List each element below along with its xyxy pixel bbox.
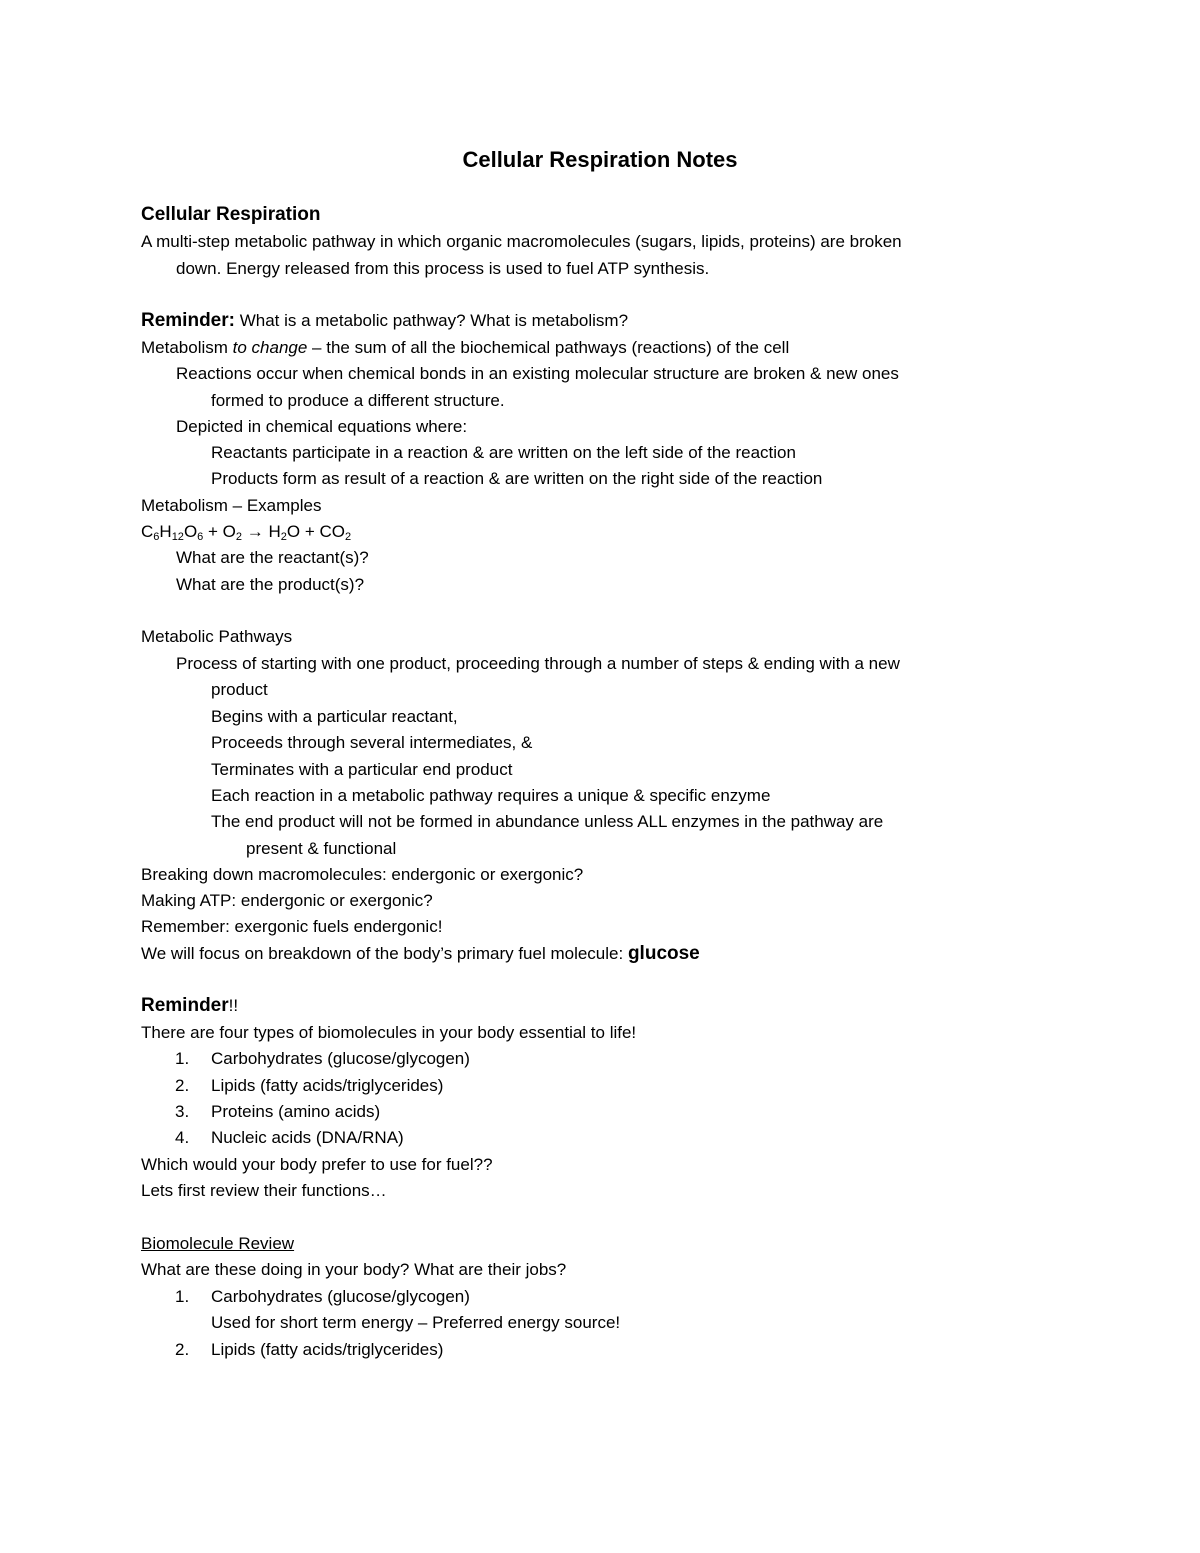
list-item-text: Carbohydrates (glucose/glycogen) — [211, 1287, 470, 1306]
list-item-text: Lipids (fatty acids/triglycerides) — [211, 1340, 444, 1359]
list-item-number: 2. — [175, 1340, 190, 1359]
eq-carbon: C — [141, 522, 154, 541]
eq-carbon-sub: 6 — [153, 531, 160, 543]
list-item-number: 4. — [175, 1128, 190, 1147]
depicted-line: Depicted in chemical equations where: — [176, 417, 468, 436]
products-line: Products form as result of a reaction & are written on the right side of the reaction — [211, 469, 823, 488]
eq-water-sub: 2 — [280, 531, 287, 543]
list-item-text: Carbohydrates (glucose/glycogen) — [211, 1049, 470, 1068]
list-item — [175, 1100, 380, 1124]
focus-text: We will focus on breakdown of the body’s primary fuel molecule: — [141, 944, 628, 963]
begins-line: Begins with a particular reactant, — [211, 707, 458, 726]
list-item-number: 3. — [175, 1102, 190, 1121]
eq-oxygen: O — [183, 522, 198, 541]
question-products: What are the product(s)? — [176, 575, 365, 594]
eq-arrow-water: → H — [242, 522, 281, 541]
list-item-text: Lipids (fatty acids/triglycerides) — [211, 1076, 444, 1095]
list-item-text: Nucleic acids (DNA/RNA) — [211, 1128, 404, 1147]
reactions-line-2: formed to produce a different structure. — [211, 391, 505, 410]
carbohydrate-description: Used for short term energy – Preferred energy source! — [211, 1313, 621, 1332]
reminder-text: What is a metabolic pathway? What is metabolism? — [234, 311, 629, 330]
remember-line: Remember: exergonic fuels endergonic! — [141, 917, 443, 936]
eq-oxygen2-sub: 2 — [235, 531, 243, 543]
breaking-line: Breaking down macromolecules: endergonic or exergonic? — [141, 865, 584, 884]
list-item-number: 1. — [175, 1287, 190, 1306]
reminder2-label: Reminder — [141, 995, 229, 1016]
reactions-line-1: Reactions occur when chemical bonds in an existing molecular structure are broken & new ones — [176, 364, 899, 383]
section-heading-cellular-respiration: Cellular Respiration — [141, 204, 321, 225]
reminder2-heading — [141, 994, 238, 1018]
list-item-number: 1. — [175, 1049, 190, 1068]
focus-line — [141, 942, 700, 966]
focus-glucose: glucose — [627, 943, 700, 964]
definition-line-1: A multi-step metabolic pathway in which organic macromolecules (sugars, lipids, proteins) are broken — [141, 232, 902, 251]
pathways-heading: Metabolic Pathways — [141, 627, 293, 646]
chemical-equation — [141, 520, 351, 544]
list-item — [175, 1126, 404, 1150]
making-line: Making ATP: endergonic or exergonic? — [141, 891, 433, 910]
eq-hydrogen: H — [159, 522, 172, 541]
eq-hydrogen-sub: 12 — [171, 531, 184, 543]
biomolecules-intro: There are four types of biomolecules in your body essential to life! — [141, 1023, 637, 1042]
each-reaction-line: Each reaction in a metabolic pathway requires a unique & specific enzyme — [211, 786, 771, 805]
reminder-label: Reminder: — [141, 310, 235, 331]
metabolism-rest: – the sum of all the biochemical pathways (reactions) of the cell — [307, 338, 790, 357]
definition-line-2: down. Energy released from this process is used to fuel ATP synthesis. — [176, 259, 710, 278]
eq-co2-sub: 2 — [345, 531, 352, 543]
terminates-line: Terminates with a particular end product — [211, 760, 513, 779]
reactants-line: Reactants participate in a reaction & are written on the left side of the reaction — [211, 443, 796, 462]
list-item — [175, 1338, 443, 1362]
prefer-line: Which would your body prefer to use for fuel?? — [141, 1155, 493, 1174]
reminder2-exclaim: !! — [228, 996, 239, 1015]
metabolism-italic: to change — [232, 338, 308, 357]
list-item — [175, 1047, 470, 1071]
eq-oxygen-sub: 6 — [197, 531, 204, 543]
review-question: What are these doing in your body? What are their jobs? — [141, 1260, 567, 1279]
end-product-line-2: present & functional — [246, 839, 397, 858]
list-item — [175, 1285, 470, 1309]
reminder-line — [141, 309, 628, 333]
examples-heading: Metabolism – Examples — [141, 496, 322, 515]
document-title: Cellular Respiration Notes — [462, 147, 738, 172]
eq-plus-co2: O + CO — [286, 522, 345, 541]
list-item-text: Proteins (amino acids) — [211, 1102, 381, 1121]
process-line-1: Process of starting with one product, proceeding through a number of steps & ending with a new — [176, 654, 900, 673]
metabolism-definition — [141, 336, 789, 360]
eq-plus-oxygen: + O — [203, 522, 236, 541]
list-item-number: 2. — [175, 1076, 190, 1095]
review-line: Lets first review their functions… — [141, 1181, 387, 1200]
metabolism-word: Metabolism — [141, 338, 233, 357]
list-item — [175, 1074, 443, 1098]
process-line-2: product — [211, 680, 268, 699]
end-product-line-1: The end product will not be formed in abundance unless ALL enzymes in the pathway are — [211, 812, 884, 831]
question-reactants: What are the reactant(s)? — [176, 548, 369, 567]
proceeds-line: Proceeds through several intermediates, & — [211, 733, 533, 752]
biomolecule-review-heading: Biomolecule Review — [141, 1234, 295, 1253]
